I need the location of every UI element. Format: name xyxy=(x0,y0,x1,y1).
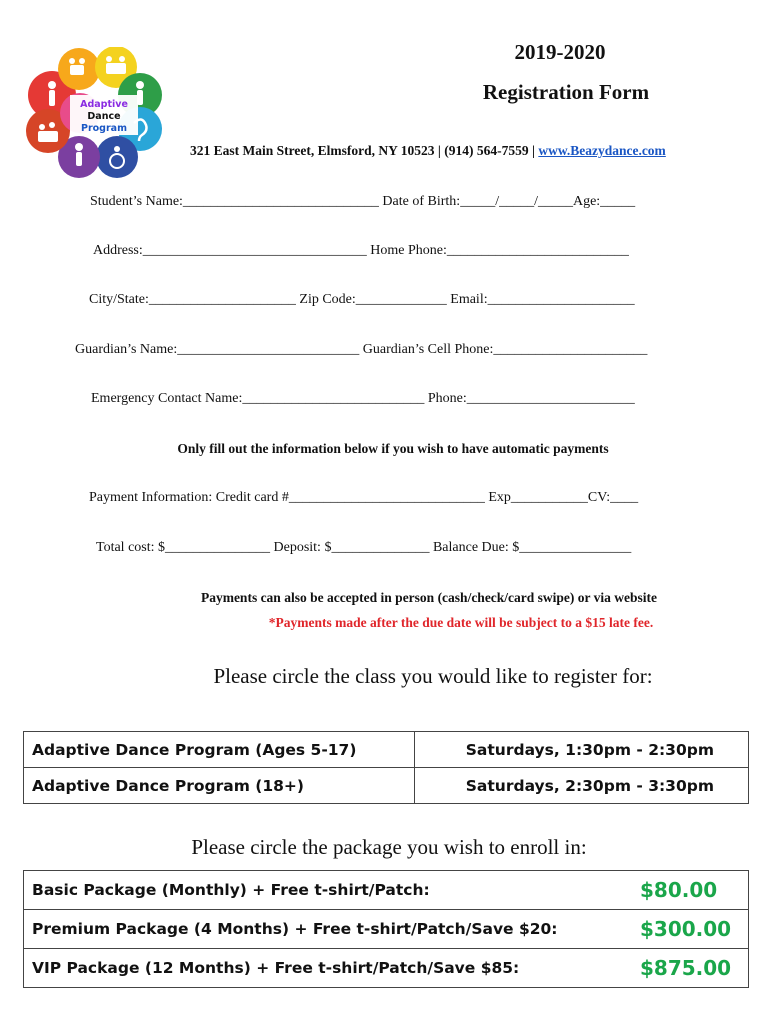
adaptive-dance-program-logo xyxy=(24,47,164,179)
logo-line1: Adaptive xyxy=(80,99,128,110)
contact-line xyxy=(190,143,666,159)
class-name: Adaptive Dance Program (18+) xyxy=(24,768,415,804)
student-info-row[interactable]: Student’s Name:____________________________ Date of Birth:_____/_____/_____Age:_____ xyxy=(90,194,636,209)
class-time: Saturdays, 2:30pm - 3:30pm xyxy=(415,768,749,804)
payment-info-row[interactable]: Payment Information: Credit card #____________________________ Exp___________CV:____ xyxy=(89,490,639,505)
logo-line3: Program xyxy=(81,123,127,134)
package-name: Basic Package (Monthly) + Free t-shirt/Patch: xyxy=(24,871,641,910)
table-row[interactable] xyxy=(24,732,749,768)
class-table xyxy=(23,731,749,804)
totals-row[interactable]: Total cost: $_______________ Deposit: $______________ Balance Due: $________________ xyxy=(96,540,632,555)
form-title: Registration Form xyxy=(482,80,650,104)
guardian-row[interactable]: Guardian’s Name:__________________________ Guardian’s Cell Phone:______________________ xyxy=(75,342,648,357)
package-price: $80.00 xyxy=(640,871,749,910)
package-heading: Please circle the package you wish to enroll in: xyxy=(191,835,587,859)
separator: | xyxy=(531,143,535,158)
package-name: VIP Package (12 Months) + Free t-shirt/Patch/Save $85: xyxy=(24,949,641,988)
late-fee-note: *Payments made after the due date will be subject to a $15 late fee. xyxy=(268,615,654,630)
address-row[interactable]: Address:________________________________ Home Phone:__________________________ xyxy=(93,243,629,258)
table-row[interactable] xyxy=(24,910,749,949)
logo-line2: Dance xyxy=(87,111,121,122)
class-time: Saturdays, 1:30pm - 2:30pm xyxy=(415,732,749,768)
package-price: $300.00 xyxy=(640,910,749,949)
package-price: $875.00 xyxy=(640,949,749,988)
class-heading: Please circle the class you would like to register for: xyxy=(213,664,653,688)
payments-accepted-note: Payments can also be accepted in person (cash/check/card swipe) or via website xyxy=(200,590,658,605)
street-address: 321 East Main Street, Elmsford, NY 10523 xyxy=(190,143,435,158)
table-row[interactable] xyxy=(24,949,749,988)
separator: | xyxy=(437,143,441,158)
logo-circle-blue xyxy=(96,136,138,178)
class-name: Adaptive Dance Program (Ages 5-17) xyxy=(24,732,415,768)
website-link[interactable]: www.Beazydance.com xyxy=(538,143,666,158)
city-zip-email-row[interactable]: City/State:_____________________ Zip Code:_____________ Email:_____________________ xyxy=(89,292,635,307)
table-row[interactable] xyxy=(24,768,749,804)
automatic-payments-note: Only fill out the information below if you wish to have automatic payments xyxy=(177,441,609,456)
package-name: Premium Package (4 Months) + Free t-shirt/Patch/Save $20: xyxy=(24,910,641,949)
emergency-contact-row[interactable]: Emergency Contact Name:__________________________ Phone:________________________ xyxy=(91,391,635,406)
package-table xyxy=(23,870,749,988)
table-row[interactable] xyxy=(24,871,749,910)
school-year: 2019-2020 xyxy=(514,40,606,64)
phone-number: (914) 564-7559 xyxy=(444,143,529,158)
